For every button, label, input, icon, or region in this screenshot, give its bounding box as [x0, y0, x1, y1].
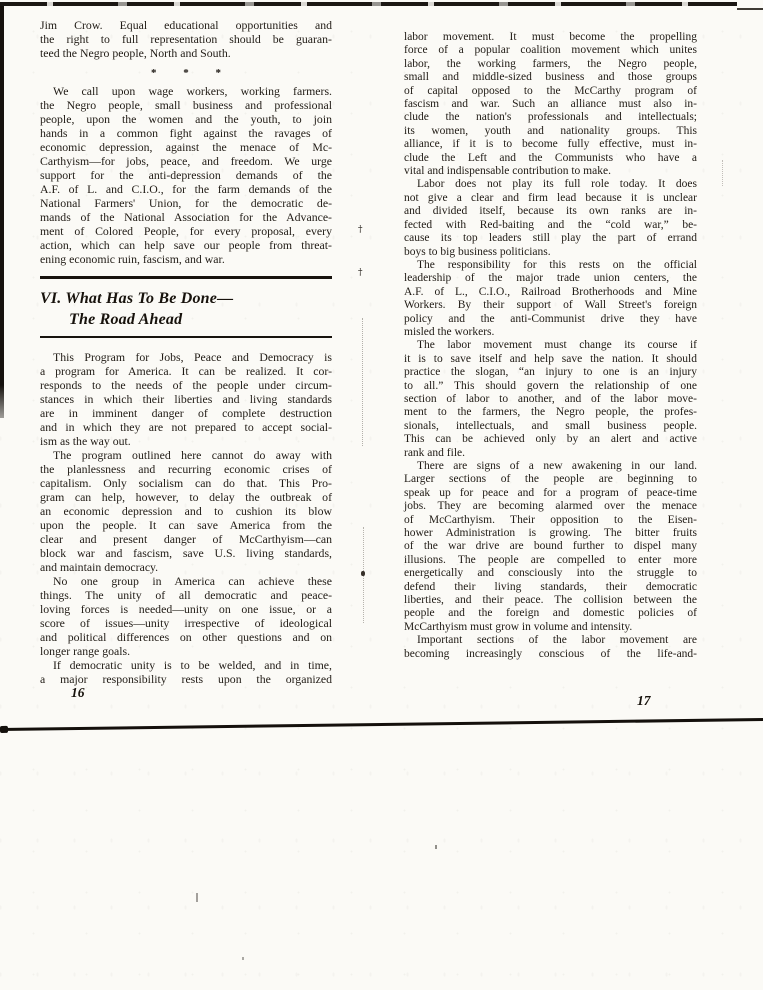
text-line: McCarthyism must grow in volume and intensity.: [404, 620, 633, 633]
text-line: stances in which their liberties and living standards: [40, 392, 332, 406]
text-line: and in which they are not prepared to accept social-: [40, 420, 332, 434]
text-line: alliance, if it is to become fully effective, must in-: [404, 138, 697, 151]
text-line: capitalism. Only socialism can do that. This Pro-: [40, 476, 332, 490]
text-line: becoming increasingly conscious of the life-and-: [404, 647, 697, 660]
text-line: gram can help, however, to delay the outbreak of: [40, 490, 332, 504]
section-heading-line2: The Road Ahead: [69, 310, 183, 328]
text-line: fascism and war. Such an alliance must also in-: [404, 98, 697, 111]
text-line: economic depression, against the menace of Mc-: [40, 140, 332, 154]
section-heading: [40, 288, 332, 330]
text-line: energetically and consciously into the struggle to: [404, 567, 697, 580]
section-heading-line1: VI. What Has To Be Done—: [40, 289, 234, 307]
text-line: ening economic ruin, fascism, and war.: [40, 252, 225, 266]
text-line: ment to the farmers, the Negro people, the profes-: [404, 406, 697, 419]
text-line: upon the people. It can save America from the: [40, 518, 332, 532]
page-number-16: 16: [71, 685, 85, 700]
text-line: small and middle-sized business and those groups: [404, 71, 697, 84]
scan-fold-line: [0, 718, 763, 731]
scan-noise-dotted-line: [362, 318, 363, 446]
scan-edge-artifact-top-right: [737, 8, 763, 10]
text-line: the planlessness and recurring economic crises of: [40, 462, 332, 476]
text-line: Jim Crow. Equal educational opportunities and: [40, 18, 332, 32]
text-line: jobs. They are becoming alarmed over the menace: [404, 500, 697, 513]
text-line: section of labor to another, and of the labor move-: [404, 392, 697, 405]
text-line: the right to full representation should be guaran-: [40, 32, 332, 46]
text-line: No one group in America can achieve these: [53, 574, 332, 588]
ink-speck: †: [358, 268, 363, 278]
text-line: teed the Negro people, North and South.: [40, 46, 231, 60]
text-line: responds to the needs of the people under circum-: [40, 378, 332, 392]
text-line: action, which can help save our people from threat-: [40, 238, 332, 252]
text-line: a program for America. It can be realized. It cor-: [40, 364, 332, 378]
text-line: score of issues—unity irrespective of ideological: [40, 616, 332, 630]
text-line: Larger sections of the people are beginning to: [404, 473, 697, 486]
page-17-text-column: [404, 31, 697, 661]
text-line: and divided itself, because its own ranks are in-: [404, 205, 697, 218]
text-line: policy and the anti-Communist drive they have: [404, 312, 697, 325]
text-line: defend their living standards, their democratic: [404, 580, 697, 593]
ink-speck: †: [358, 225, 363, 235]
text-line: clear and present danger of McCarthyism—can: [40, 532, 332, 546]
text-line: ism as the way out.: [40, 434, 131, 448]
section-break-stars: * * *: [151, 67, 221, 79]
scan-noise-dotted-line: [722, 160, 723, 186]
text-line: The responsibility for this rests on the official: [417, 258, 697, 271]
ink-speck: [242, 957, 244, 960]
text-line: rank and file.: [404, 446, 465, 459]
text-line: its women, youth and nationality groups. This: [404, 124, 697, 137]
text-line: not give a clear and firm lead because it is unclear: [404, 191, 697, 204]
text-line: the Negro people, small business and professional: [40, 98, 332, 112]
text-line: leadership of the major trade union centers, the: [404, 272, 697, 285]
text-line: an economic depression and to cushion its blow: [40, 504, 332, 518]
text-line: and maintain democracy.: [40, 560, 159, 574]
scan-edge-artifact-top: [0, 2, 737, 6]
text-line: speak up for peace and for a program of peace-time: [404, 486, 697, 499]
text-line: This Program for Jobs, Peace and Democracy is: [53, 350, 332, 364]
text-line: sionals, intellectuals, and small business people.: [404, 419, 697, 432]
text-line: support for the anti-depression demands of the: [40, 168, 332, 182]
text-line: of capital opposed to the McCarthy program of: [404, 84, 697, 97]
text-line: longer range goals.: [40, 644, 131, 658]
text-line: people, upon the women and the youth, to join: [40, 112, 332, 126]
text-line: illusions. The people are compelled to enter more: [404, 553, 697, 566]
section-rule: [40, 276, 332, 279]
text-line: This can be achieved only by an alert and active: [404, 433, 697, 446]
ink-speck: [435, 845, 437, 849]
page-number-17: 17: [637, 693, 651, 708]
text-line: cause its top leaders still play the part of errand: [404, 232, 697, 245]
text-line: A.F. of L., C.I.O., Railroad Brotherhoods and Mine: [404, 285, 697, 298]
text-line: labor, the working farmers, the Negro people,: [404, 57, 697, 70]
text-line: of McCarthyism. Their opposition to the Eisen-: [404, 513, 697, 526]
text-line: clude the nation's professionals and intellectuals;: [404, 111, 697, 124]
text-line: ment of Colored People, for every proposal, every: [40, 224, 332, 238]
text-line: a major responsibility rests upon the organized: [40, 672, 332, 686]
text-line: force of a popular coalition movement which unites: [404, 44, 697, 57]
text-line: hower Administration is growing. The bitter fruits: [404, 527, 697, 540]
text-line: it is to save itself and help save the nation. It should: [404, 352, 697, 365]
text-line: Carthyism—for jobs, peace, and freedom. We urge: [40, 154, 332, 168]
text-line: If democratic unity is to be welded, and in time,: [53, 658, 332, 672]
text-line: hands in a common fight against the ravages of: [40, 126, 332, 140]
text-line: National Farmers' Union, for the democratic de-: [40, 196, 332, 210]
text-line: mands of the National Association for the Advance-: [40, 210, 332, 224]
text-line: boys to big business politicians.: [404, 245, 551, 258]
text-line: The labor movement must change its course if: [417, 339, 697, 352]
text-line: Important sections of the labor movement are: [417, 634, 697, 647]
text-line: and political differences on other questions and on: [40, 630, 332, 644]
text-line: There are signs of a new awakening in our land.: [417, 460, 697, 472]
text-line: Workers. By their support of Wall Street's foreign: [404, 299, 697, 312]
ink-speck: [196, 893, 198, 902]
text-line: Labor does not play its full role today. It does: [417, 178, 697, 191]
text-line: practice the slogan, “an injury to one is an injury: [404, 366, 697, 379]
text-line: vital and indispensable contribution to make.: [404, 165, 611, 178]
text-line: clude the Left and the Communists who have a: [404, 151, 697, 164]
page-16-text-column: [40, 18, 332, 686]
text-line: A.F. of L. and C.I.O., for the farm demands of the: [40, 182, 332, 196]
text-line: block war and fascism, save U.S. living standards,: [40, 546, 332, 560]
text-line: liberties, and their peace. The collision between the: [404, 594, 697, 607]
text-line: misled the workers.: [404, 325, 495, 338]
text-line: We call upon wage workers, working farmers.: [53, 84, 332, 98]
text-line: labor movement. It must become the propelling: [404, 31, 697, 43]
text-line: loving forces is needed—unity on one issue, or a: [40, 602, 332, 616]
text-line: fected with Red-baiting and the “cold war,” be-: [404, 218, 697, 231]
text-line: of the war drive are bound further to dispel many: [404, 540, 697, 553]
text-line: people and the foreign and domestic policies of: [404, 607, 697, 620]
text-line: things. The unity of all democratic and peace-: [40, 588, 332, 602]
text-line: are in imminent danger of complete destruction: [40, 406, 332, 420]
section-rule: [40, 336, 332, 339]
text-line: The program outlined here cannot do away with: [53, 448, 332, 462]
ink-speck: [361, 571, 365, 576]
text-line: to all.” This should govern the relationship of one: [404, 379, 697, 392]
scan-edge-artifact-left: [0, 6, 4, 418]
